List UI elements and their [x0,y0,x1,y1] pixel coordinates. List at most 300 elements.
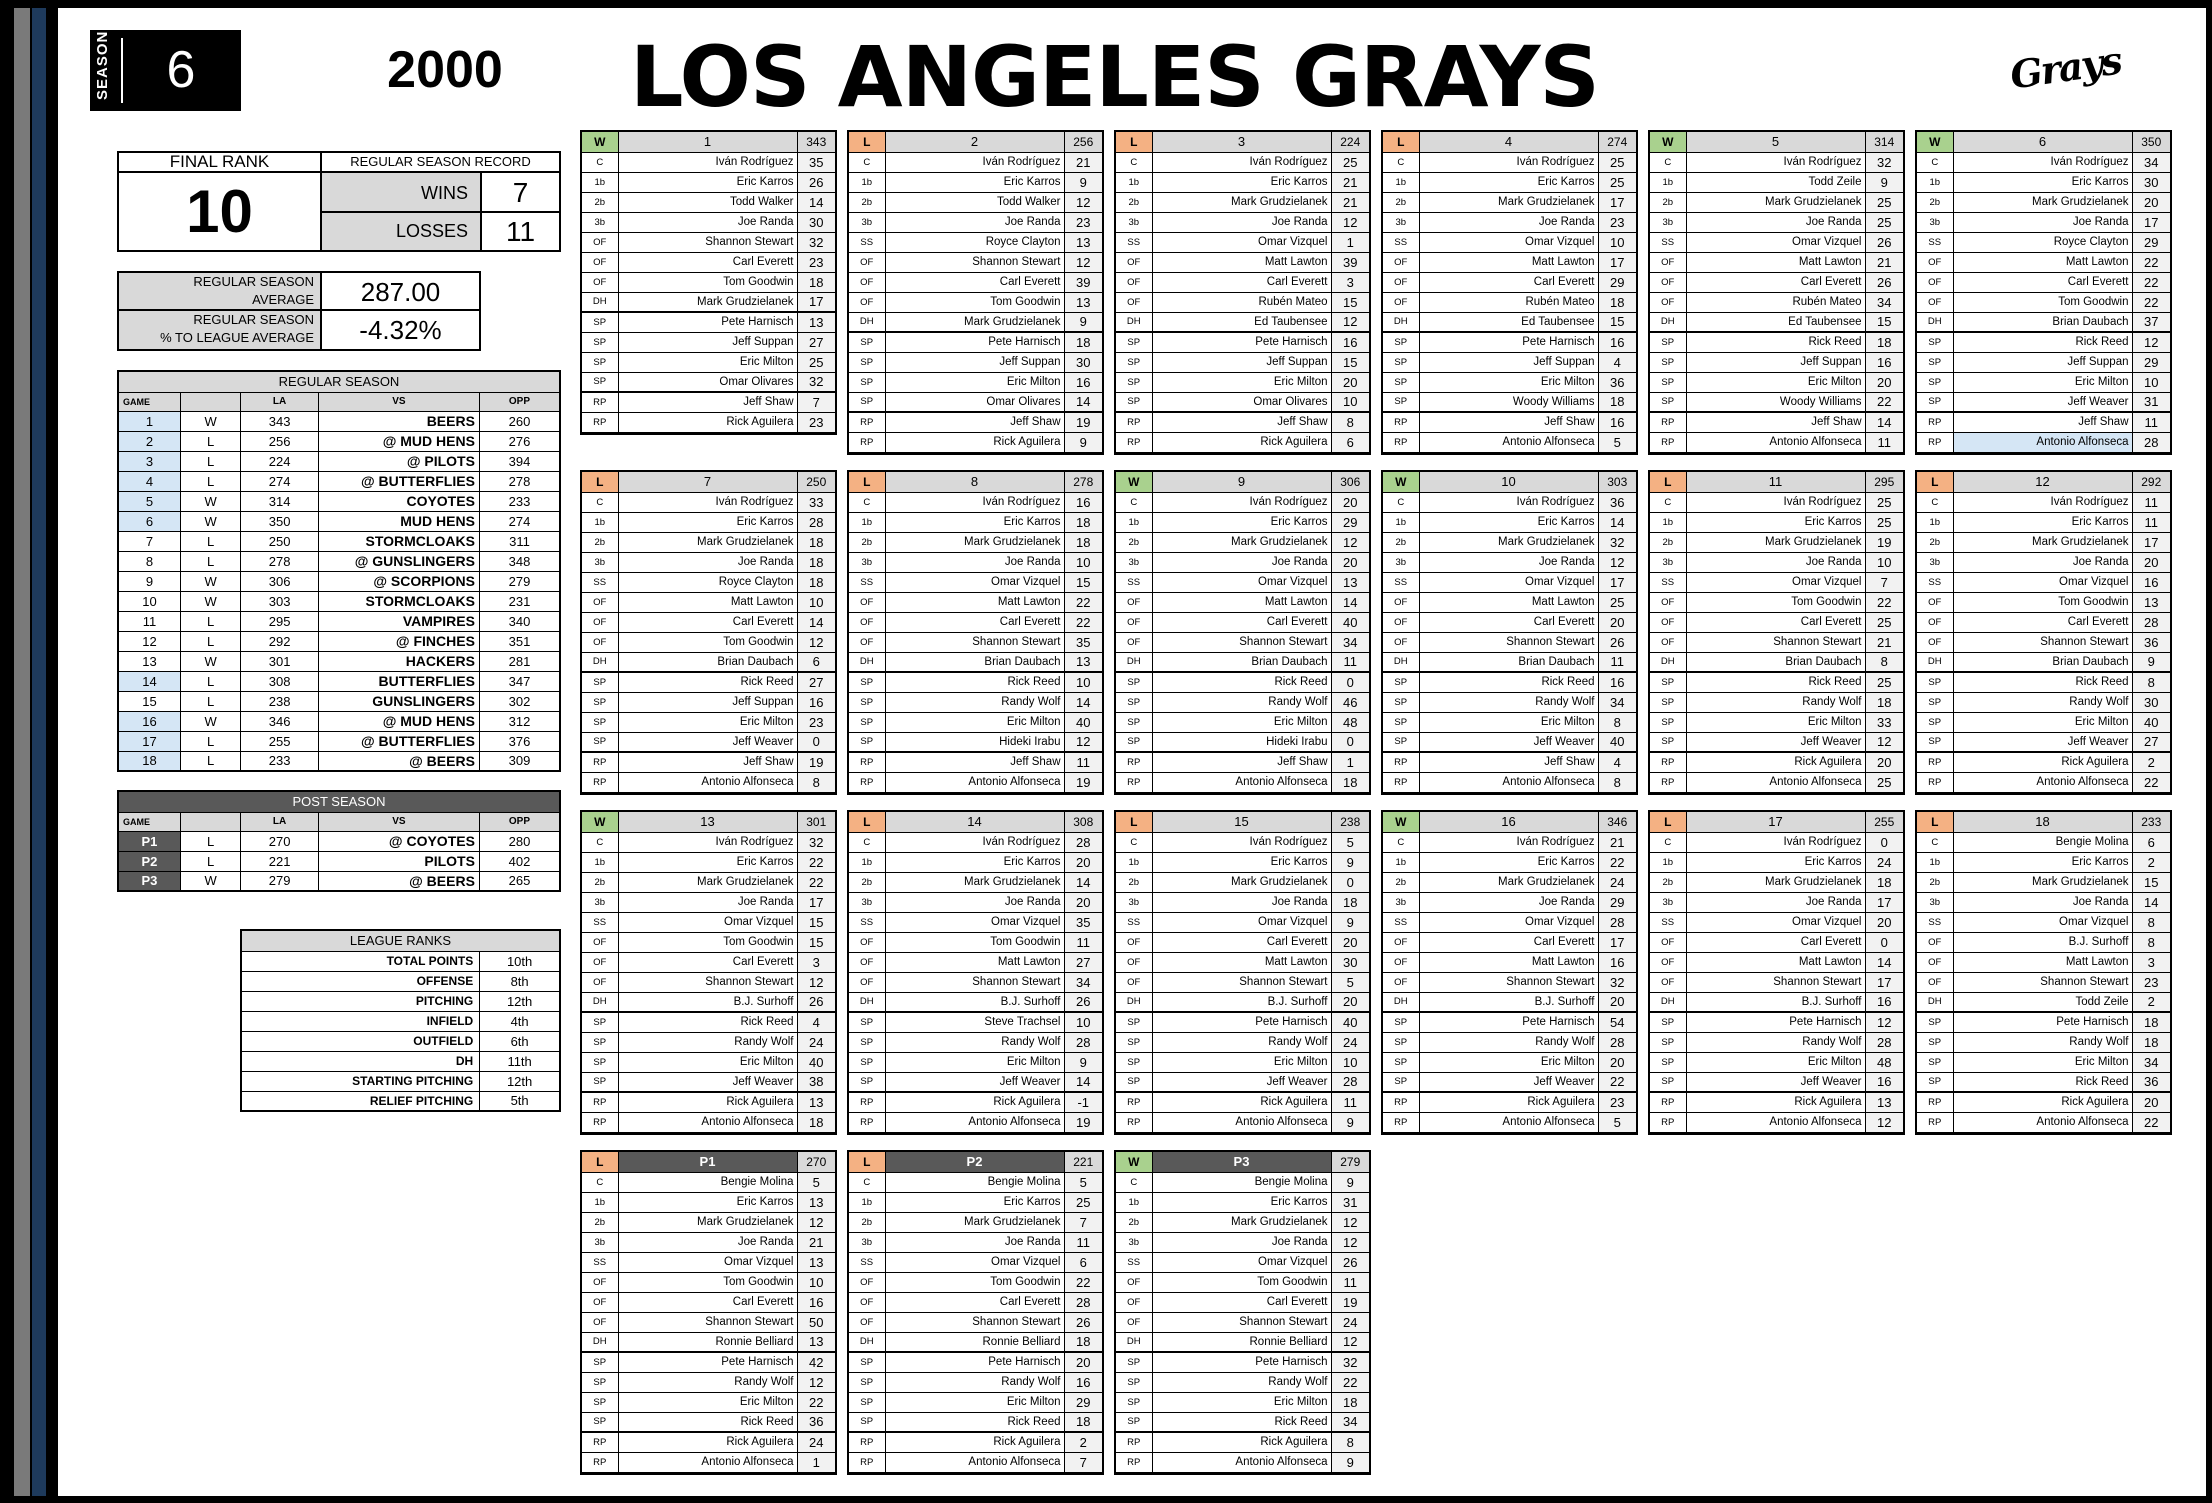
player-name: Brian Daubach [1419,652,1598,672]
position-label: OF [849,632,885,652]
position-label: OF [849,1312,885,1332]
player-row [1650,612,1903,632]
position-label: OF [1116,632,1152,652]
player-score: 33 [797,492,835,512]
player-score: 28 [1064,1292,1102,1312]
player-score: 12 [1865,1012,1903,1032]
losses-value: 11 [505,216,536,247]
player-row [1917,592,2170,612]
player-row [1650,932,1903,952]
player-row [582,592,835,612]
position-label: SP [1116,372,1152,392]
player-row [1917,172,2170,192]
player-score: 34 [1331,1412,1369,1432]
player-row [1116,392,1369,412]
position-label: RP [582,772,618,792]
player-name: Royce Clayton [618,572,797,592]
player-name: Eric Milton [618,1052,797,1072]
player-score: 6 [1331,432,1369,452]
player-name: Mark Grudzielanek [1686,872,1865,892]
player-score: 9 [1331,1172,1369,1192]
player-name: Todd Walker [618,192,797,212]
player-row [1116,312,1369,332]
team-title: LOS ANGELES GRAYS [630,28,1599,126]
player-name: Carl Everett [618,952,797,972]
player-name: Tom Goodwin [618,272,797,292]
position-label: 3b [1116,1232,1152,1252]
position-label: SP [1650,372,1686,392]
player-name: Rick Aguilera [1953,1092,2132,1112]
position-label: SP [1116,1052,1152,1072]
position-label: SP [1650,352,1686,372]
player-score: 31 [1331,1192,1369,1212]
position-label: OF [1917,592,1953,612]
player-row [849,1452,1102,1472]
player-score: 26 [1865,232,1903,252]
position-label: RP [1116,1432,1152,1452]
position-label: 2b [1383,192,1419,212]
player-score: 1 [797,1452,835,1472]
position-label: 2b [582,192,618,212]
league-rank-value: 11th [480,1051,560,1071]
player-score: 5 [1064,1172,1102,1192]
player-score: 32 [797,232,835,252]
player-name: Eric Karros [1152,1192,1331,1212]
regular-season-cell: 233 [241,751,319,771]
position-label: 2b [1917,872,1953,892]
player-score: 20 [1064,892,1102,912]
player-row [1917,832,2170,852]
player-name: Carl Everett [1686,272,1865,292]
player-row [1917,372,2170,392]
player-score: 17 [1598,252,1636,272]
position-label: SP [1383,712,1419,732]
player-row [1116,1452,1369,1472]
player-name: Jeff Suppan [1419,352,1598,372]
player-score: 9 [1064,432,1102,452]
player-name: Randy Wolf [885,1032,1064,1052]
player-row [849,1272,1102,1292]
player-score: 29 [1331,512,1369,532]
player-row [1650,872,1903,892]
player-name: Iván Rodríguez [1152,832,1331,852]
game-number: 17 [1686,812,1865,832]
player-row [1383,552,1636,572]
player-name: Jeff Weaver [618,732,797,752]
player-row [849,652,1102,672]
player-score: 18 [1064,1332,1102,1352]
regular-season-cell: 301 [241,651,319,671]
position-label: SP [1650,712,1686,732]
player-score: 19 [797,752,835,772]
player-row [582,232,835,252]
position-label: C [582,1172,618,1192]
position-label: OF [582,232,618,252]
position-label: SP [582,312,618,332]
player-score: 25 [1331,152,1369,172]
player-name: Mark Grudzielanek [618,532,797,552]
player-name: Antonio Alfonseca [1953,1112,2132,1132]
player-row [1116,492,1369,512]
player-score: 30 [1064,352,1102,372]
game-total: 224 [1331,132,1369,152]
player-row [1650,392,1903,412]
player-score: 34 [2132,152,2170,172]
player-name: Ronnie Belliard [885,1332,1064,1352]
player-name: Rick Reed [618,672,797,692]
player-score: 13 [1064,652,1102,672]
post-season-header [180,812,240,831]
position-label: 1b [582,172,618,192]
position-label: SP [1917,732,1953,752]
player-score: 6 [2132,832,2170,852]
game-result: L [1650,472,1686,492]
player-row [849,1332,1102,1352]
position-label: SP [1650,332,1686,352]
player-score: 22 [2132,292,2170,312]
league-rank-category: PITCHING [241,991,480,1011]
player-name: Eric Karros [885,852,1064,872]
position-label: SP [1383,392,1419,412]
regular-season-cell: 340 [479,611,560,631]
player-name: Ed Taubensee [1152,312,1331,332]
position-label: DH [1116,312,1152,332]
player-name: Tom Goodwin [885,1272,1064,1292]
position-label: OF [582,952,618,972]
player-score: 22 [797,1392,835,1412]
regular-season-cell: 311 [479,531,560,551]
league-rank-category: INFIELD [241,1011,480,1031]
player-row [1650,372,1903,392]
player-score: 13 [1064,232,1102,252]
player-name: Eric Milton [885,712,1064,732]
player-score: 34 [1598,692,1636,712]
player-row [849,1232,1102,1252]
player-row [1116,1332,1369,1352]
player-row [582,1172,835,1192]
player-name: Tom Goodwin [618,1272,797,1292]
player-name: Mark Grudzielanek [885,312,1064,332]
position-label: 2b [1383,532,1419,552]
position-label: OF [1383,932,1419,952]
player-row [1650,172,1903,192]
regular-season-cell: 276 [479,431,560,451]
position-label: C [582,492,618,512]
player-row [1383,332,1636,352]
player-score: 10 [1064,1012,1102,1032]
player-score: 9 [1331,1112,1369,1132]
player-row [849,192,1102,212]
player-score: 33 [1865,712,1903,732]
position-label: SP [582,1052,618,1072]
position-label: SP [1650,1032,1686,1052]
player-score: 35 [1064,912,1102,932]
player-name: Mark Grudzielanek [1419,192,1598,212]
player-row [582,752,835,772]
player-name: Carl Everett [1152,612,1331,632]
player-score: 18 [797,572,835,592]
player-row [582,1112,835,1132]
position-label: SP [1383,672,1419,692]
game-box [580,470,837,795]
regular-season-row [118,471,560,491]
player-score: 22 [797,852,835,872]
regular-season-cell: 6 [118,511,180,531]
player-score: 15 [1331,352,1369,372]
player-score: 13 [797,1092,835,1112]
player-row [582,1052,835,1072]
regular-season-cell: W [180,571,240,591]
player-name: Eric Karros [618,172,797,192]
player-name: Tom Goodwin [618,632,797,652]
position-label: OF [1650,272,1686,292]
player-row [849,892,1102,912]
player-name: Matt Lawton [1152,952,1331,972]
position-label: 3b [1383,552,1419,572]
player-score: 18 [1064,512,1102,532]
player-name: Antonio Alfonseca [1419,1112,1598,1132]
player-name: Rick Reed [1152,672,1331,692]
regular-season-cell: 309 [479,751,560,771]
player-score: 23 [797,712,835,732]
game-total: 238 [1331,812,1369,832]
regular-season-cell: MUD HENS [318,511,479,531]
player-row [849,1032,1102,1052]
player-row [1383,992,1636,1012]
player-row [582,972,835,992]
player-row [1917,152,2170,172]
player-score: 22 [797,872,835,892]
regular-season-cell: 343 [241,411,319,431]
losses-label: LOSSES [322,213,482,250]
league-rank-row [241,971,560,991]
position-label: SP [1383,1012,1419,1032]
player-name: Hideki Irabu [1152,732,1331,752]
player-row [849,1092,1102,1112]
position-label: SS [582,572,618,592]
player-score: 30 [797,212,835,232]
player-row [1650,1012,1903,1032]
player-score: 32 [797,372,835,392]
player-name: Omar Vizquel [618,1252,797,1272]
game-total: 301 [797,812,835,832]
player-row [1917,412,2170,432]
player-name: Eric Karros [1953,172,2132,192]
player-name: Eric Milton [618,1392,797,1412]
game-total: 314 [1865,132,1903,152]
player-row [582,1412,835,1432]
player-score: 0 [797,732,835,752]
position-label: OF [1116,592,1152,612]
player-score: 14 [1064,392,1102,412]
player-score: 3 [797,952,835,972]
player-row [1383,832,1636,852]
position-label: SP [582,372,618,392]
position-label: RP [582,412,618,432]
player-score: 22 [1598,852,1636,872]
position-label: DH [582,992,618,1012]
regular-season-cell: W [180,511,240,531]
final-rank-value: 10 [119,173,322,250]
regular-season-cell: 278 [241,551,319,571]
position-label: SP [1383,372,1419,392]
position-label: SS [1116,912,1152,932]
player-name: Shannon Stewart [1152,972,1331,992]
player-name: Randy Wolf [1152,1032,1331,1052]
position-label: 2b [849,532,885,552]
game-number: 12 [1953,472,2132,492]
player-score: 16 [1598,672,1636,692]
game-total: 274 [1598,132,1636,152]
player-row [1917,612,2170,632]
player-score: 10 [1331,392,1369,412]
regular-season-cell: L [180,691,240,711]
game-number: P3 [1152,1152,1331,1172]
player-score: 29 [1598,272,1636,292]
position-label: SS [1383,232,1419,252]
player-row [582,1032,835,1052]
regular-season-cell: @ MUD HENS [318,431,479,451]
player-name: Eric Milton [1419,712,1598,732]
game-number: P2 [885,1152,1064,1172]
player-score: 22 [1064,592,1102,612]
player-score: 5 [1598,1112,1636,1132]
wins-label: WINS [322,173,482,213]
player-row [1917,292,2170,312]
player-name: Tom Goodwin [1953,592,2132,612]
position-label: C [1383,832,1419,852]
player-score: 28 [1331,1072,1369,1092]
player-name: Shannon Stewart [1953,632,2132,652]
position-label: 1b [1383,852,1419,872]
player-row [1116,412,1369,432]
player-name: Joe Randa [885,552,1064,572]
game-box [580,1150,837,1475]
player-score: 12 [1865,1112,1903,1132]
player-row [1116,612,1369,632]
game-total: 270 [797,1152,835,1172]
player-name: Omar Vizquel [1419,912,1598,932]
player-score: 18 [797,1112,835,1132]
regular-season-cell: L [180,751,240,771]
player-score: 11 [2132,492,2170,512]
position-label: C [1116,492,1152,512]
player-row [1116,632,1369,652]
player-row [1116,1092,1369,1112]
position-label: 2b [1116,872,1152,892]
regular-season-cell: 14 [118,671,180,691]
player-row [582,612,835,632]
player-name: Shannon Stewart [885,632,1064,652]
player-row [1383,912,1636,932]
position-label: SP [1650,1052,1686,1072]
player-score: 16 [1598,412,1636,432]
player-name: Randy Wolf [618,1372,797,1392]
player-row [1116,232,1369,252]
game-result: W [582,812,618,832]
player-row [1383,512,1636,532]
position-label: OF [1917,972,1953,992]
player-name: Woody Williams [1419,392,1598,412]
player-score: 8 [1598,712,1636,732]
player-score: 46 [1331,692,1369,712]
player-row [849,752,1102,772]
player-row [582,292,835,312]
position-label: DH [1116,992,1152,1012]
position-label: OF [582,612,618,632]
player-row [1116,1112,1369,1132]
player-row [1116,972,1369,992]
player-name: Hideki Irabu [885,732,1064,752]
position-label: 3b [1650,212,1686,232]
player-score: 4 [1598,352,1636,372]
position-label: SP [1383,1072,1419,1092]
game-number: 3 [1152,132,1331,152]
player-name: Rick Aguilera [885,432,1064,452]
regular-season-cell: @ GUNSLINGERS [318,551,479,571]
game-box [1114,130,1371,455]
player-row [1383,172,1636,192]
post-season-header: LA [241,812,319,831]
player-score: 14 [1331,592,1369,612]
regular-season-cell: 351 [479,631,560,651]
player-row [1650,492,1903,512]
position-label: OF [849,952,885,972]
player-row [1650,1072,1903,1092]
position-label: SP [582,1012,618,1032]
player-score: 32 [797,832,835,852]
player-name: Randy Wolf [1686,692,1865,712]
player-score: 16 [1865,1072,1903,1092]
player-row [1383,252,1636,272]
player-name: Randy Wolf [1419,1032,1598,1052]
player-name: Eric Milton [885,1392,1064,1412]
regular-season-cell: 292 [241,631,319,651]
position-label: SP [1917,332,1953,352]
player-row [582,1012,835,1032]
regular-season-cell: 303 [241,591,319,611]
regular-season-cell: 5 [118,491,180,511]
post-season-title: POST SEASON [118,791,560,812]
player-name: Eric Karros [618,1192,797,1212]
position-label: 3b [849,1232,885,1252]
player-row [1116,1272,1369,1292]
position-label: C [849,1172,885,1192]
player-name: Matt Lawton [1152,252,1331,272]
position-label: SS [1650,232,1686,252]
game-total: 306 [1331,472,1369,492]
regular-season-cell: L [180,551,240,571]
game-number: 6 [1953,132,2132,152]
player-score: 20 [1064,1352,1102,1372]
regular-season-cell: 347 [479,671,560,691]
player-score: 13 [797,1192,835,1212]
player-row [849,992,1102,1012]
game-total: 221 [1064,1152,1102,1172]
player-row [849,152,1102,172]
player-name: Eric Karros [885,1192,1064,1212]
position-label: OF [1383,632,1419,652]
player-row [1116,432,1369,452]
player-score: 26 [797,992,835,1012]
player-name: Iván Rodríguez [1686,152,1865,172]
player-row [849,592,1102,612]
position-label: OF [1917,252,1953,272]
player-score: 16 [1865,352,1903,372]
player-score: 14 [1064,872,1102,892]
player-score: 23 [2132,972,2170,992]
player-name: Mark Grudzielanek [618,1212,797,1232]
